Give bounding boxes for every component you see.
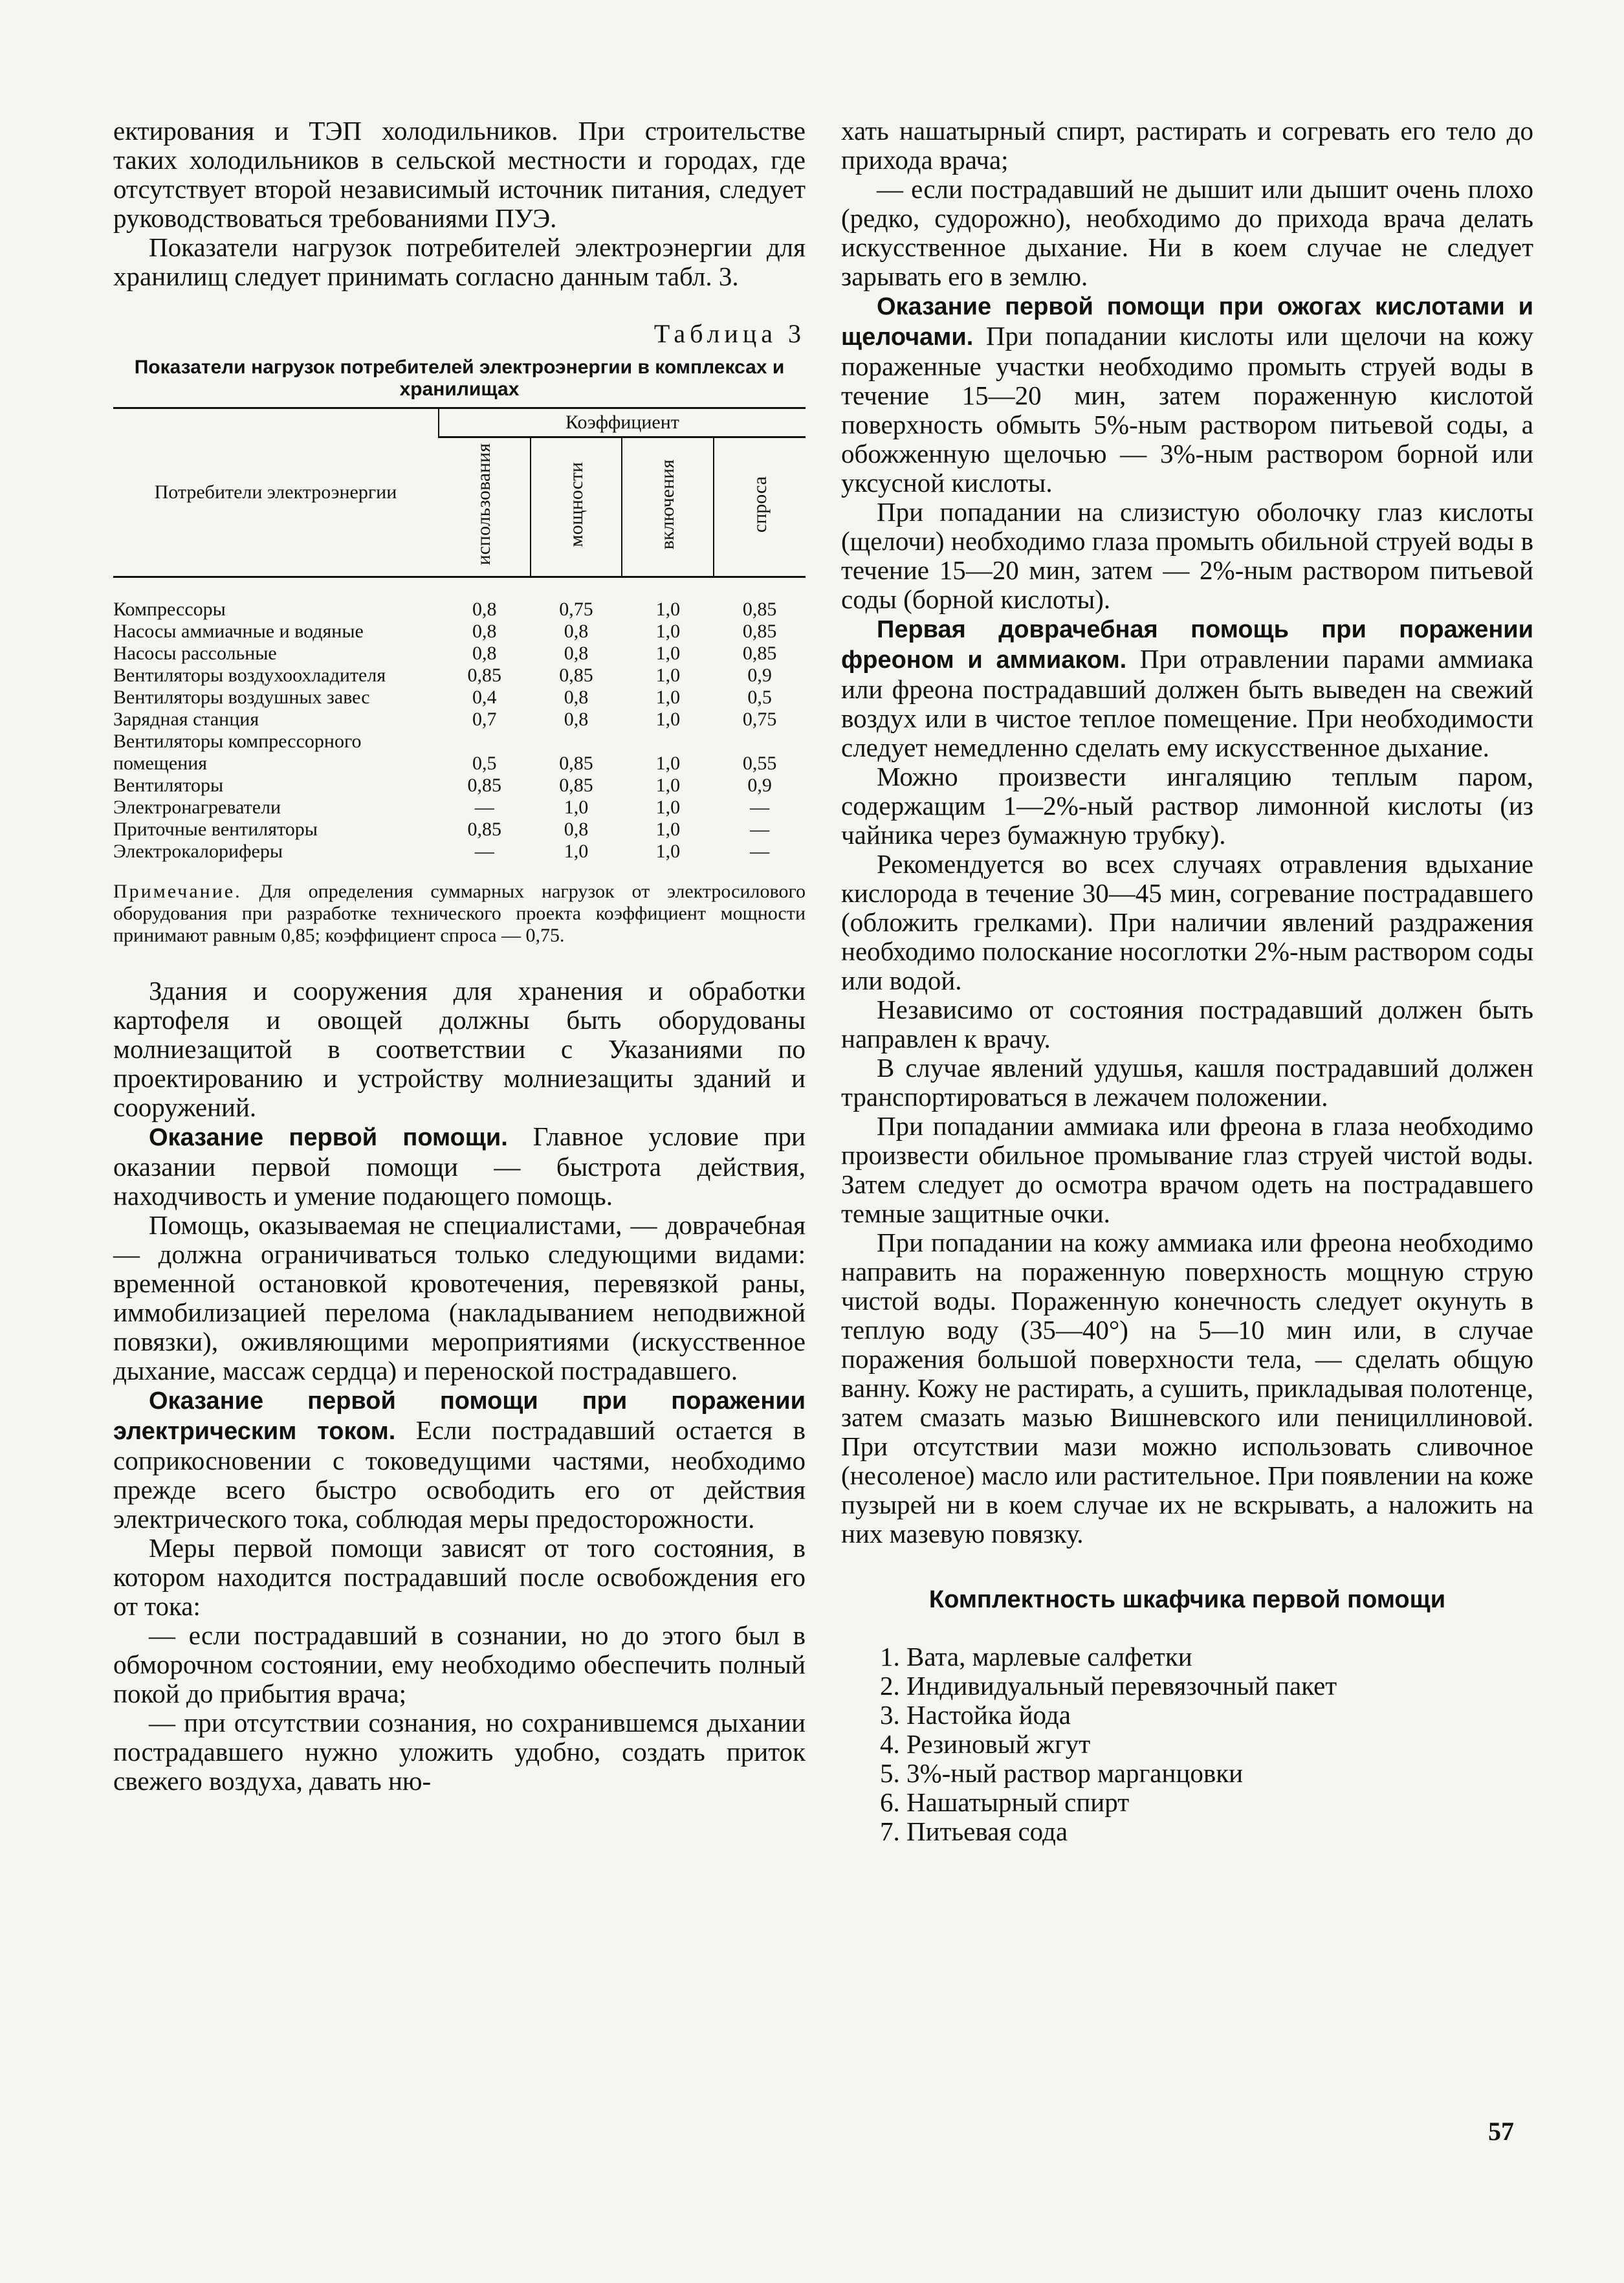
paragraph-text: При попадании кислоты или щелочи на кожу пораженные участки необходимо промыть струей воды в течение 15—20 мин, затем пораженную кислотой поверхность обмыть 5%-ным раствором питьевой соды, а обожженную щелочью — 3%-ным раствором борной или уксусной кислоты. — [841, 321, 1534, 498]
row-value: 1,0 — [655, 709, 681, 730]
paragraph: Рекомендуется во всех случаях отравления вдыхание кислорода в течение 30—45 мин, согревание пострадавшего (обложить грелками). При наличии явлений раздражения необходимо полоскание носоглотки 2%-ным раствором соды или водой. — [841, 849, 1533, 995]
note-text: Для определения суммарных нагрузок от электросилового оборудования при разработке технического проекта коэффициент мощности принимают равным 0,85; коэффициент спроса — 0,75. — [113, 881, 806, 946]
paragraph: ектирования и ТЭП холодильников. При строительстве таких холодильников в сельской местности и городах, где отсутствует второй независимый источник питания, следует руководствоваться требованиями ПУЭ. — [113, 116, 806, 233]
header-coefficient: Коэффициент — [439, 408, 806, 437]
kit-item: 2. Индивидуальный перевязочный пакет — [880, 1671, 1337, 1701]
paragraph: При попадании на кожу аммиака или фреона необходимо направить на пораженную поверхность мощную струю чистой воды. Пораженную конечность следует окунуть в теплую воду (35—40°) на 5—10 мин или, в случае поражения большой поверхности тела, — сделать общую ванну. Кожу не растирать, а сушить, прикладывая полотенце, затем смазать мазью Вишневского или пенициллиновой. При отсутствии мази можно использовать сливочное (несоленое) масло или растительное. При появлении на коже пузырей ни в коем случае их не вскрывать, а наложить на них мазевую повязку. — [841, 1228, 1533, 1549]
table-title: Показатели нагрузок потребителей электроэнергии в комплексах и хранилищах — [134, 357, 785, 400]
row-value: 0,55 — [742, 753, 777, 774]
row-value: 0,5 — [747, 687, 772, 708]
table-row — [113, 841, 806, 863]
row-value: 0,85 — [559, 775, 593, 796]
page-number: 57 — [1488, 2117, 1514, 2146]
row-name: Вентиляторы компрессорного помещения — [113, 731, 362, 774]
row-value: 0,9 — [747, 775, 772, 796]
paragraph: При попадании на слизистую оболочку глаз кислоты (щелочи) необходимо глаза промыть обильной струей воды в течение 15—20 мин, затем — 2%-ным раствором питьевой соды (борной кислоты). — [841, 497, 1533, 614]
section-heading: Оказание первой помощи при ожогах кислотами и щелочами. — [841, 293, 1533, 351]
row-value: 1,0 — [564, 841, 589, 862]
paragraph: Здания и сооружения для хранения и обработки картофеля и овощей должны быть оборудованы молниезащитой в соответствии с Указаниями по проектированию и устройству молниезащиты зданий и сооружений. — [113, 976, 806, 1122]
paragraph — [113, 1385, 806, 1534]
table-row — [113, 643, 806, 665]
header-coef-sub-label: мощности — [565, 461, 587, 547]
row-value: 0,85 — [559, 753, 593, 774]
kit-item: 7. Питьевая сода — [880, 1816, 1068, 1846]
row-value: 1,0 — [655, 687, 681, 708]
row-value: 0,85 — [742, 621, 777, 642]
row-value: 0,7 — [472, 709, 497, 730]
table-row — [113, 797, 806, 819]
paragraph-text: Если пострадавший остается в соприкосновении с токоведущими частями, необходимо прежде всего быстро освободить его от действия электрического тока, соблюдая меры предосторожности. — [113, 1415, 806, 1534]
row-value: 0,8 — [564, 621, 589, 642]
paragraph — [113, 1122, 806, 1211]
row-value: 0,8 — [472, 643, 497, 664]
table-row — [113, 709, 806, 731]
kit-list — [880, 1642, 1533, 1846]
table-row — [113, 665, 806, 687]
row-value: 1,0 — [655, 775, 681, 796]
row-value: 1,0 — [655, 599, 681, 620]
row-value: 1,0 — [655, 665, 681, 686]
paragraph: — при отсутствии сознания, но сохранившемся дыхании пострадавшего нужно уложить удобно, создать приток свежего воздуха, давать ню- — [113, 1708, 806, 1796]
header-coef-sub — [439, 437, 531, 577]
kit-item: 1. Вата, марлевые салфетки — [880, 1642, 1192, 1671]
kit-item: 5. 3%-ный раствор марганцовки — [880, 1758, 1244, 1788]
kit-item: 6. Нашатырный спирт — [880, 1787, 1130, 1817]
table-row — [113, 731, 806, 775]
row-value: 0,85 — [467, 819, 502, 840]
paragraph: Можно произвести ингаляцию теплым паром, содержащим 1—2%-ный раствор лимонной кислоты (из чайника через бумажную трубку). — [841, 762, 1533, 850]
table-caption: Таблица 3 — [653, 319, 806, 348]
row-value: 0,85 — [467, 775, 502, 796]
row-name: Электронагреватели — [113, 797, 281, 818]
row-value: 1,0 — [655, 841, 681, 862]
row-value: 0,8 — [564, 819, 589, 840]
row-name: Вентиляторы — [113, 775, 224, 796]
row-value: 0,4 — [472, 687, 497, 708]
paragraph-text: При отравлении парами аммиака или фреона пострадавший должен быть выведен на свежий воздух или в чистое теплое помещение. При необходимости следует немедленно сделать ему искусственное дыхание. — [841, 644, 1533, 762]
header-coef-sub — [622, 437, 714, 577]
paragraph: Меры первой помощи зависят от того состояния, в котором находится пострадавший после освобождения его от тока: — [113, 1533, 806, 1621]
header-consumers: Потребители электроэнергии — [113, 408, 439, 577]
table-row — [113, 775, 806, 797]
row-value: 1,0 — [564, 797, 589, 818]
header-coef-sub — [531, 437, 622, 577]
header-coef-sub-label: спроса — [749, 476, 771, 533]
row-name: Насосы аммиачные и водяные — [113, 621, 364, 642]
row-value: — — [750, 797, 770, 818]
section-heading: Оказание первой помощи. — [149, 1124, 508, 1151]
table-note — [113, 881, 806, 947]
row-name: Электрокалориферы — [113, 841, 283, 862]
row-value: — — [474, 841, 494, 862]
row-value: 0,8 — [564, 643, 589, 664]
row-value: 0,8 — [472, 621, 497, 642]
kit-item: 3. Настойка йода — [880, 1700, 1071, 1730]
left-column — [113, 116, 806, 1796]
row-name: Вентиляторы воздухоохладителя — [113, 665, 386, 686]
row-name: Компрессоры — [113, 599, 226, 620]
table-row — [113, 687, 806, 709]
row-value: 0,75 — [742, 709, 777, 730]
row-value: — — [750, 841, 770, 862]
section-heading: Первая доврачебная помощь при поражении фреоном и аммиаком. — [841, 616, 1533, 674]
note-label: Примечание. — [113, 881, 242, 902]
paragraph: — если пострадавший в сознании, но до этого был в обморочном состоянии, ему необходимо обеспечить полный покой до прибытия врача; — [113, 1620, 806, 1708]
right-column — [841, 116, 1533, 1846]
paragraph — [841, 291, 1533, 498]
row-value: — — [474, 797, 494, 818]
row-value: 0,5 — [472, 753, 497, 774]
row-name: Зарядная станция — [113, 709, 259, 730]
paragraph — [841, 614, 1533, 762]
paragraph: Независимо от состояния пострадавший должен быть направлен к врачу. — [841, 995, 1533, 1053]
paragraph: Помощь, оказываемая не специалистами, — доврачебная — должна ограничиваться только следующими видами: временной остановкой кровотечения, перевязкой раны, иммобилизацией перелома (накладыванием неподвижной повязки), оживляющими мероприятиями (искусственное дыхание, массаж сердца) и переноской пострадавшего. — [113, 1210, 806, 1385]
table-row — [113, 819, 806, 841]
row-value: 0,85 — [742, 599, 777, 620]
section-heading: Оказание первой помощи при поражении электрическим током. — [113, 1387, 806, 1445]
row-name: Вентиляторы воздушных завес — [113, 687, 370, 708]
paragraph: Показатели нагрузок потребителей электроэнергии для хранилищ следует принимать согласно данным табл. 3. — [113, 232, 806, 291]
row-name: Приточные вентиляторы — [113, 819, 318, 840]
paragraph-text: Главное условие при оказании первой помощи — быстрота действия, находчивость и умение подающего помощь. — [113, 1121, 806, 1211]
row-value: 1,0 — [655, 797, 681, 818]
row-value: 1,0 — [655, 643, 681, 664]
header-coef-sub-label: включения — [657, 459, 679, 550]
kit-item: 4. Резиновый жгут — [880, 1729, 1091, 1759]
kit-title: Комплектность шкафчика первой помощи — [928, 1586, 1446, 1613]
header-coef-sub-label: использования — [473, 443, 495, 566]
row-value: 0,85 — [559, 665, 593, 686]
paragraph: — если пострадавший не дышит или дышит очень плохо (редко, судорожно), необходимо до прихода врача делать искусственное дыхание. Ни в коем случае не следует зарывать его в землю. — [841, 174, 1533, 291]
row-value: 0,85 — [467, 665, 502, 686]
row-name: Насосы рассольные — [113, 643, 277, 664]
row-value: 0,9 — [747, 665, 772, 686]
loads-table — [113, 407, 806, 863]
header-coef-sub — [714, 437, 806, 577]
row-value: 0,8 — [564, 709, 589, 730]
row-value: 0,85 — [742, 643, 777, 664]
paragraph: При попадании аммиака или фреона в глаза необходимо произвести обильное промывание глаз струей чистой воды. Затем следует до осмотра врачом одеть на пострадавшего темные защитные очки. — [841, 1111, 1533, 1228]
paragraph: хать нашатырный спирт, растирать и согревать его тело до прихода врача; — [841, 116, 1533, 175]
row-value: 1,0 — [655, 819, 681, 840]
row-value: 0,8 — [564, 687, 589, 708]
table-row — [113, 621, 806, 643]
paragraph: В случае явлений удушья, кашля пострадавший должен транспортироваться в лежачем положении. — [841, 1053, 1533, 1112]
row-value: 0,8 — [472, 599, 497, 620]
row-value: — — [750, 819, 770, 840]
table-row — [113, 577, 806, 621]
row-value: 1,0 — [655, 621, 681, 642]
row-value: 1,0 — [655, 753, 681, 774]
row-value: 0,75 — [559, 599, 593, 620]
